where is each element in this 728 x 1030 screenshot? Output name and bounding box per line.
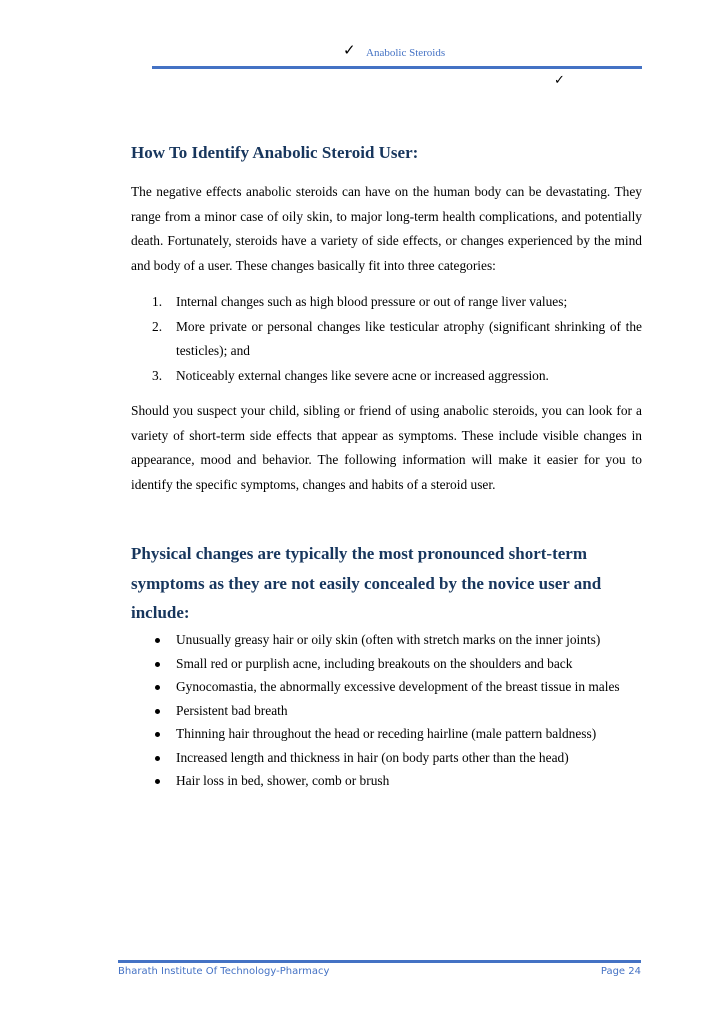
list-item-text: Persistent bad breath [176, 702, 288, 718]
list-number: 3. [152, 367, 163, 383]
section-heading: Physical changes are typically the most pronounced short-term symptoms as they are not easily concealed by the novice user and include: [131, 544, 602, 622]
bullet-icon [155, 709, 160, 714]
list-item [131, 628, 642, 652]
bullet-icon [155, 779, 160, 784]
page-header [0, 0, 728, 90]
list-item [131, 364, 642, 389]
list-number: 1. [152, 294, 163, 309]
list-item [131, 315, 642, 364]
list-item-text: Internal changes such as high blood pressure or out of range liver values; [176, 294, 568, 309]
header-rule [152, 66, 642, 69]
list-item-text: More private or personal changes like testicular atrophy (significant shrinking of the testicles); and [176, 318, 642, 358]
intro-paragraph: The negative effects anabolic steroids can have on the human body can be devastating. They range from a minor case of oily skin, to major long-term health complications, and potentially death. Fortunately, steroids have a variety of side effects, or changes experienced by the mind and body of a user. These changes basically fit into three categories: [131, 184, 642, 273]
list-item-text: Gynocomastia, the abnormally excessive development of the breast tissue in males [176, 679, 620, 694]
list-item [131, 769, 642, 793]
bullet-icon [155, 638, 160, 643]
page-number: Page 24 [600, 966, 641, 977]
checkmark-icon: ✓ [554, 72, 565, 87]
bullet-icon [155, 685, 160, 690]
section-heading: How To Identify Anabolic Steroid User: [131, 143, 419, 162]
bullet-list [131, 628, 642, 793]
list-item [131, 746, 642, 770]
list-item [131, 699, 642, 723]
list-item-text: Unusually greasy hair or oily skin (often with stretch marks on the inner joints) [176, 632, 601, 647]
bullet-icon [155, 662, 160, 667]
header-title: Anabolic Steroids [366, 47, 446, 59]
list-item [131, 722, 642, 746]
list-item [131, 675, 642, 699]
suspect-paragraph: Should you suspect your child, sibling or friend of using anabolic steroids, you can look for a variety of short-term side effects that appear as symptoms. These include visible changes in appearance, mood and behavior. The following information will make it easier for you to identify the specific symptoms, changes and habits of a steroid user. [131, 403, 642, 492]
numbered-list [131, 290, 642, 388]
list-item [131, 290, 642, 315]
list-item-text: Thinning hair throughout the head or receding hairline (male pattern baldness) [176, 726, 597, 741]
list-item-text: Increased length and thickness in hair (on body parts other than the head) [176, 749, 569, 765]
bullet-icon [155, 756, 160, 761]
footer-rule [118, 960, 641, 963]
footer-institution: Bharath Institute Of Technology-Pharmacy [118, 966, 330, 977]
list-item-text: Hair loss in bed, shower, comb or brush [176, 773, 390, 788]
list-item-text: Noticeably external changes like severe acne or increased aggression. [176, 367, 549, 383]
bullet-icon [155, 732, 160, 737]
list-number: 2. [152, 318, 163, 334]
checkmark-icon: ✓ [343, 43, 356, 59]
list-item [131, 652, 642, 676]
list-item-text: Small red or purplish acne, including breakouts on the shoulders and back [176, 655, 573, 671]
